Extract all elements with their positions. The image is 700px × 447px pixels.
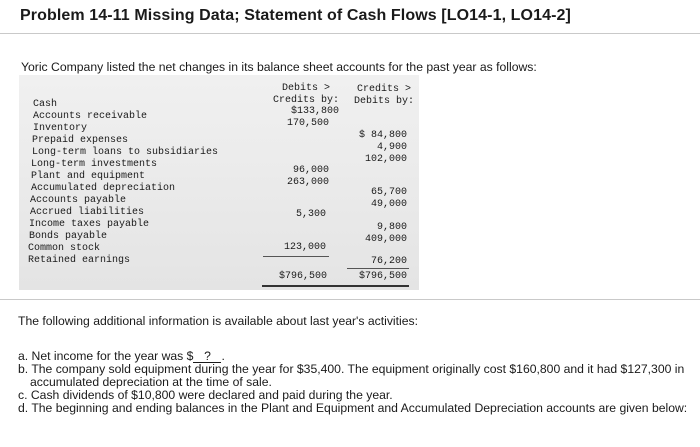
- account-name: Accrued liabilities: [30, 207, 145, 218]
- title-divider: [0, 33, 700, 34]
- account-name: Cash: [33, 99, 58, 110]
- account-name: Long-term loans to subsidiaries: [32, 147, 219, 158]
- account-name: Inventory: [33, 123, 88, 134]
- credit-value: 76,200: [370, 256, 407, 267]
- problem-title: Problem 14-11 Missing Data; Statement of Cash Flows [LO14-1, LO14-2]: [20, 7, 571, 24]
- debits-header: Debits > Credits by:: [272, 83, 339, 106]
- total-debits: $796,500: [278, 271, 327, 282]
- credit-subtotal-rule: [347, 268, 409, 269]
- account-name: Income taxes payable: [29, 219, 150, 230]
- additional-info-list: [18, 350, 698, 415]
- debit-subtotal-rule: [263, 256, 329, 257]
- account-name: Long-term investments: [31, 159, 158, 170]
- credit-value: 65,700: [370, 187, 407, 198]
- credit-value: 409,000: [364, 234, 407, 245]
- additional-info-heading: The following additional information is available about last year's activities:: [18, 314, 418, 328]
- account-name: Prepaid expenses: [32, 135, 129, 146]
- balance-change-table: [19, 75, 419, 290]
- credits-header: Credits > Debits by:: [353, 84, 414, 107]
- table-divider: [0, 299, 700, 300]
- debit-value: $133,800: [290, 106, 339, 117]
- item-d: d. The beginning and ending balances in the Plant and Equipment and Accumulated Depreciation accounts are given below:: [18, 401, 688, 415]
- total-double-rule: [262, 285, 409, 287]
- debit-value: 123,000: [283, 242, 326, 253]
- account-name: Retained earnings: [28, 255, 131, 266]
- account-name: Accounts receivable: [33, 111, 148, 122]
- intro-text: Yoric Company listed the net changes in its balance sheet accounts for the past year as follows:: [21, 60, 537, 74]
- debit-value: 263,000: [286, 177, 329, 188]
- credit-value: $ 84,800: [358, 130, 407, 141]
- credit-value: 4,900: [376, 142, 407, 153]
- account-name: Common stock: [28, 243, 101, 254]
- item-b: b. The company sold equipment during the year for $35,400. The equipment originally cost $160,800 and it had $127,300 in: [18, 362, 685, 376]
- item-a: a. Net income for the year was $ ? .: [18, 349, 225, 363]
- total-credits: $796,500: [358, 271, 407, 282]
- account-name: Accounts payable: [30, 195, 127, 206]
- debit-value: 5,300: [295, 209, 326, 220]
- credit-value: 9,800: [376, 222, 407, 233]
- account-name: Plant and equipment: [31, 171, 146, 182]
- account-name: Accumulated depreciation: [31, 183, 176, 194]
- net-income-blank[interactable]: ?: [193, 350, 221, 363]
- account-name: Bonds payable: [29, 231, 108, 242]
- item-c: c. Cash dividends of $10,800 were declared and paid during the year.: [18, 388, 393, 402]
- credit-value: 102,000: [364, 154, 407, 165]
- credit-value: 49,000: [370, 199, 407, 210]
- item-b-continued: accumulated depreciation at the time of sale.: [30, 375, 272, 389]
- debit-value: 96,000: [292, 165, 329, 176]
- debit-value: 170,500: [286, 118, 329, 129]
